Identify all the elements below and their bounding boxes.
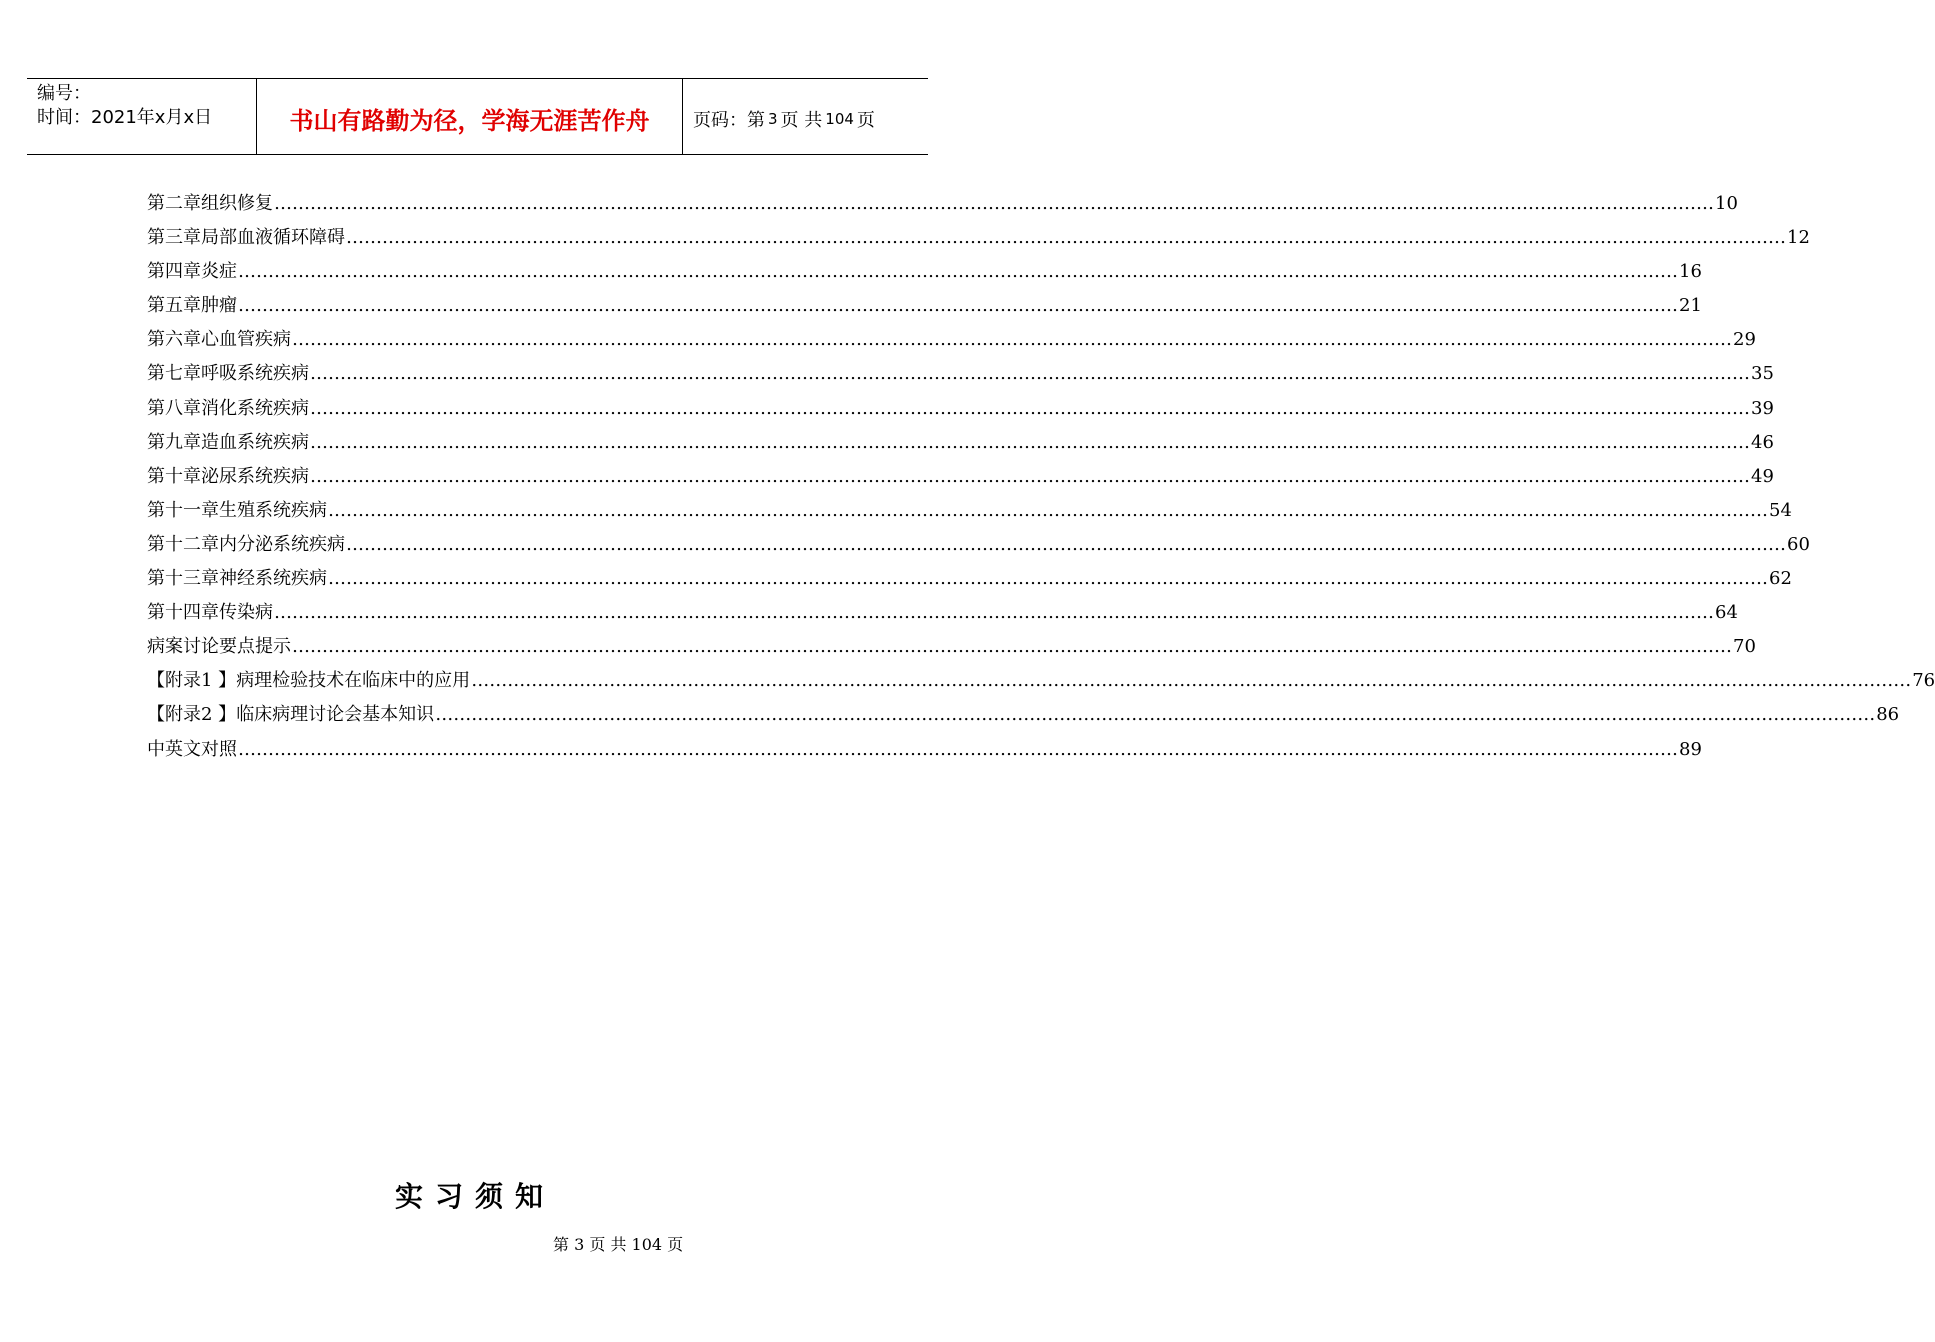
toc-title: 局部血液循环障碍 [201, 227, 345, 249]
toc-page-number: 49 [1751, 465, 1774, 487]
page-mid: 页 共 [780, 109, 823, 131]
toc-title: 生殖系统疾病 [219, 499, 327, 521]
toc-title: 肿瘤 [201, 295, 237, 317]
header-page-indicator [683, 79, 928, 154]
toc-chapter: 第十章 [147, 465, 201, 487]
toc-row [147, 700, 1900, 734]
toc-title: 神经系统疾病 [219, 568, 327, 590]
toc-row [147, 530, 1810, 564]
toc-row [147, 189, 1738, 223]
page-current: 3 [768, 109, 778, 128]
toc-row [147, 257, 1702, 291]
dot-leader: …………………………………………………………………………………………………………………………………………………………………………………………………………………… [310, 397, 1750, 419]
toc-page-number: 10 [1715, 193, 1738, 214]
toc-page-number: 89 [1679, 738, 1702, 760]
footer-page-number: 第 3 页 共 104 页 [553, 1235, 684, 1254]
dot-leader: …………………………………………………………………………………………………………………………………………………………………………………………………………………… [328, 499, 1768, 521]
toc-title: 造血系统疾病 [201, 431, 309, 453]
toc-chapter: 【附录2 】 [147, 704, 237, 726]
toc-page-number: 62 [1769, 568, 1792, 590]
toc-row [147, 598, 1738, 632]
toc-chapter: 第五章 [147, 295, 201, 317]
dot-leader: …………………………………………………………………………………………………………………………………………………………………………………………………………………… [274, 193, 1714, 214]
toc-chapter: 第二章 [147, 193, 201, 214]
dot-leader: …………………………………………………………………………………………………………………………………………………………………………………………………………………… [238, 295, 1678, 317]
page-header [27, 78, 928, 155]
toc-page-number: 21 [1679, 295, 1702, 317]
toc-page-number: 76 [1912, 670, 1935, 692]
toc-title: 传染病 [219, 602, 273, 624]
toc-row [147, 735, 1702, 769]
toc-row [147, 359, 1774, 393]
toc-page-number: 64 [1715, 602, 1738, 624]
toc-page-number: 46 [1751, 431, 1774, 453]
toc-page-number: 35 [1751, 363, 1774, 385]
toc-row [147, 223, 1810, 257]
toc-title: 病案讨论要点提示 [147, 636, 291, 658]
toc-page-number: 60 [1787, 533, 1810, 555]
toc-row [147, 291, 1702, 325]
dot-leader: …………………………………………………………………………………………………………………………………………………………………………………………………………………… [435, 704, 1876, 726]
toc-chapter: 【附录1 】 [147, 670, 237, 692]
toc-chapter: 第十一章 [147, 499, 219, 521]
toc-chapter: 第十二章 [147, 533, 219, 555]
toc-chapter: 第十三章 [147, 568, 219, 590]
toc-page-number: 39 [1751, 397, 1774, 419]
toc-chapter: 第八章 [147, 397, 201, 419]
toc-row [147, 564, 1792, 598]
toc-chapter: 第三章 [147, 227, 201, 249]
header-motto: 书山有路勤为径，学海无涯苦作舟 [257, 79, 683, 154]
toc-title: 组织修复 [201, 193, 273, 214]
toc-chapter: 第七章 [147, 363, 201, 385]
toc-title: 病理检验技术在临床中的应用 [236, 670, 471, 692]
toc-title: 炎症 [201, 261, 237, 283]
toc-row [147, 632, 1756, 666]
toc-title: 临床病理讨论会基本知识 [236, 704, 435, 726]
toc-page-number: 54 [1769, 499, 1792, 521]
toc-title: 呼吸系统疾病 [201, 363, 309, 385]
dot-leader: …………………………………………………………………………………………………………………………………………………………………………………………………………………… [238, 261, 1678, 283]
toc-page-number: 16 [1679, 261, 1702, 283]
dot-leader: …………………………………………………………………………………………………………………………………………………………………………………………………………………… [310, 465, 1750, 487]
toc-chapter: 第六章 [147, 329, 201, 351]
page-total: 104 [825, 109, 854, 128]
toc-title: 消化系统疾病 [201, 397, 309, 419]
dot-leader: …………………………………………………………………………………………………………………………………………………………………………………………………………………… [328, 568, 1768, 590]
dot-leader: …………………………………………………………………………………………………………………………………………………………………………………………………………………… [310, 363, 1750, 385]
toc-row [147, 666, 1935, 700]
page-prefix: 页码：第 [693, 109, 765, 131]
table-of-contents [147, 189, 1935, 769]
document-time: 时间：2021年x月x日 [37, 107, 213, 128]
page-suffix: 页 [856, 109, 875, 131]
toc-row [147, 496, 1792, 530]
dot-leader: …………………………………………………………………………………………………………………………………………………………………………………………………………………… [274, 602, 1714, 624]
toc-chapter: 第九章 [147, 431, 201, 453]
toc-chapter: 第十四章 [147, 602, 219, 624]
dot-leader: …………………………………………………………………………………………………………………………………………………………………………………………………………………… [346, 227, 1786, 249]
dot-leader: …………………………………………………………………………………………………………………………………………………………………………………………………………………… [292, 636, 1732, 658]
toc-page-number: 70 [1733, 636, 1756, 658]
dot-leader: …………………………………………………………………………………………………………………………………………………………………………………………………………………… [238, 738, 1678, 760]
toc-title: 内分泌系统疾病 [219, 533, 345, 555]
toc-title: 泌尿系统疾病 [201, 465, 309, 487]
toc-row [147, 462, 1774, 496]
section-title: 实习须知 [394, 1180, 555, 1213]
toc-row [147, 394, 1774, 428]
toc-row [147, 325, 1756, 359]
toc-row [147, 428, 1774, 462]
dot-leader: …………………………………………………………………………………………………………………………………………………………………………………………………………………… [346, 533, 1786, 555]
dot-leader: …………………………………………………………………………………………………………………………………………………………………………………………………………………… [310, 431, 1750, 453]
toc-page-number: 12 [1787, 227, 1810, 249]
header-meta [27, 79, 257, 154]
toc-title: 中英文对照 [147, 738, 237, 760]
toc-page-number: 86 [1876, 704, 1900, 726]
toc-chapter: 第四章 [147, 261, 201, 283]
dot-leader: …………………………………………………………………………………………………………………………………………………………………………………………………………………… [471, 670, 1912, 692]
dot-leader: …………………………………………………………………………………………………………………………………………………………………………………………………………………… [292, 329, 1732, 351]
toc-page-number: 29 [1733, 329, 1756, 351]
toc-title: 心血管疾病 [201, 329, 291, 351]
document-number-label: 编号： [37, 83, 91, 104]
